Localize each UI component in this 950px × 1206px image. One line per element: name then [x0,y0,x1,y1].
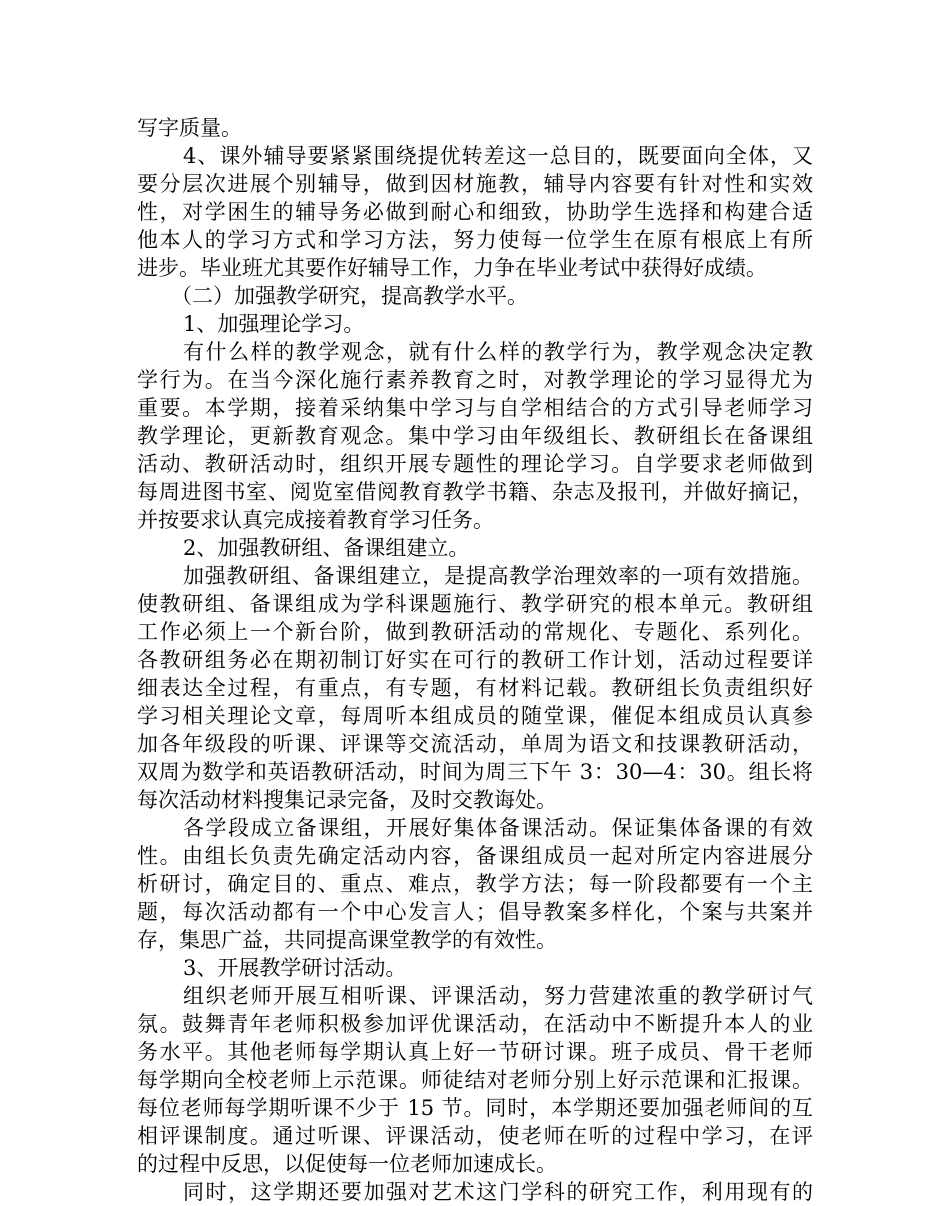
section-heading: （二）加强教学研究，提高教学水平。 [171,284,528,308]
paragraph-line: 教学理论，更新教育观念。集中学习由年级组长、教研组长在备课组 [137,424,813,448]
paragraph-line: 题，每次活动都有一个中心发言人；倡导教案多样化，个案与共案并 [137,900,813,924]
paragraph-line: 析研讨，确定目的、重点、难点，教学方法；每一阶段都要有一个主 [137,872,813,896]
paragraph-line: 活动、教研活动时，组织开展专题性的理论学习。自学要求老师做到 [137,452,813,476]
paragraph-line: 学行为。在当今深化施行素养教育之时，对教学理论的学习显得尤为 [137,368,813,392]
paragraph-line: 进步。毕业班尤其要作好辅导工作，力争在毕业考试中获得好成绩。 [137,256,767,280]
paragraph-line: 性。由组长负责先确定活动内容，备课组成员一起对所定内容进展分 [137,844,813,868]
paragraph-line: 有什么样的教学观念，就有什么样的教学行为，教学观念决定教 [183,340,813,364]
paragraph-line: 每学期向全校老师上示范课。师徒结对老师分别上好示范课和汇报课。 [137,1068,813,1092]
paragraph-line: 要分层次进展个别辅导，做到因材施教，辅导内容要有针对性和实效 [137,172,813,196]
paragraph-line: 性，对学困生的辅导务必做到耐心和细致，协助学生选择和构建合适 [137,200,813,224]
paragraph-line: 每次活动材料搜集记录完备，及时交教诲处。 [137,788,557,812]
paragraph-line: 双周为数学和英语教研活动，时间为周三下午 3：30—4：30。组长将 [137,760,813,784]
paragraph-line: 4、课外辅导要紧紧围绕提优转差这一总目的，既要面向全体，又 [183,144,813,168]
paragraph-line: 并按要求认真完成接着教育学习任务。 [137,508,494,532]
paragraph-line: 重要。本学期，接着采纳集中学习与自学相结合的方式引导老师学习 [137,396,813,420]
paragraph-line: 同时，这学期还要加强对艺术这门学科的研究工作，利用现有的 [183,1180,813,1204]
paragraph-line: 每周进图书室、阅览室借阅教育教学书籍、杂志及报刊，并做好摘记， [137,480,813,504]
paragraph-line: 相评课制度。通过听课、评课活动，使老师在听的过程中学习，在评 [137,1124,813,1148]
paragraph-line: 务水平。其他老师每学期认真上好一节研讨课。班子成员、骨干老师 [137,1040,813,1064]
paragraph-line: 加各年级段的听课、评课等交流活动，单周为语文和技课教研活动， [137,732,813,756]
paragraph-line: 组织老师开展互相听课、评课活动，努力营建浓重的教学研讨气 [183,984,813,1008]
subsection-heading: 3、开展教学研讨活动。 [183,956,407,980]
paragraph-line: 使教研组、备课组成为学科课题施行、教学研究的根本单元。教研组 [137,592,813,616]
paragraph-line: 氛。鼓舞青年老师积极参加评优课活动，在活动中不断提升本人的业 [137,1012,813,1036]
paragraph-line: 每位老师每学期听课不少于 15 节。同时，本学期还要加强老师间的互 [137,1096,813,1120]
paragraph-line: 各教研组务必在期初制订好实在可行的教研工作计划，活动过程要详 [137,648,813,672]
paragraph-line: 他本人的学习方式和学习方法，努力使每一位学生在原有根底上有所 [137,228,813,252]
paragraph-line: 加强教研组、备课组建立，是提高教学治理效率的一项有效措施。 [183,564,813,588]
paragraph-line: 学习相关理论文章，每周听本组成员的随堂课，催促本组成员认真参 [137,704,813,728]
paragraph-line: 写字质量。 [137,116,242,140]
subsection-heading: 1、加强理论学习。 [183,312,365,336]
document-body [137,114,813,1206]
paragraph-line: 存，集思广益，共同提高课堂教学的有效性。 [137,928,557,952]
paragraph-line: 的过程中反思，以促使每一位老师加速成长。 [137,1152,557,1176]
paragraph-line: 细表达全过程，有重点，有专题，有材料记载。教研组长负责组织好 [137,676,813,700]
paragraph-line: 工作必须上一个新台阶，做到教研活动的常规化、专题化、系列化。 [137,620,813,644]
subsection-heading: 2、加强教研组、备课组建立。 [183,536,470,560]
paragraph-line: 各学段成立备课组，开展好集体备课活动。保证集体备课的有效 [183,816,813,840]
